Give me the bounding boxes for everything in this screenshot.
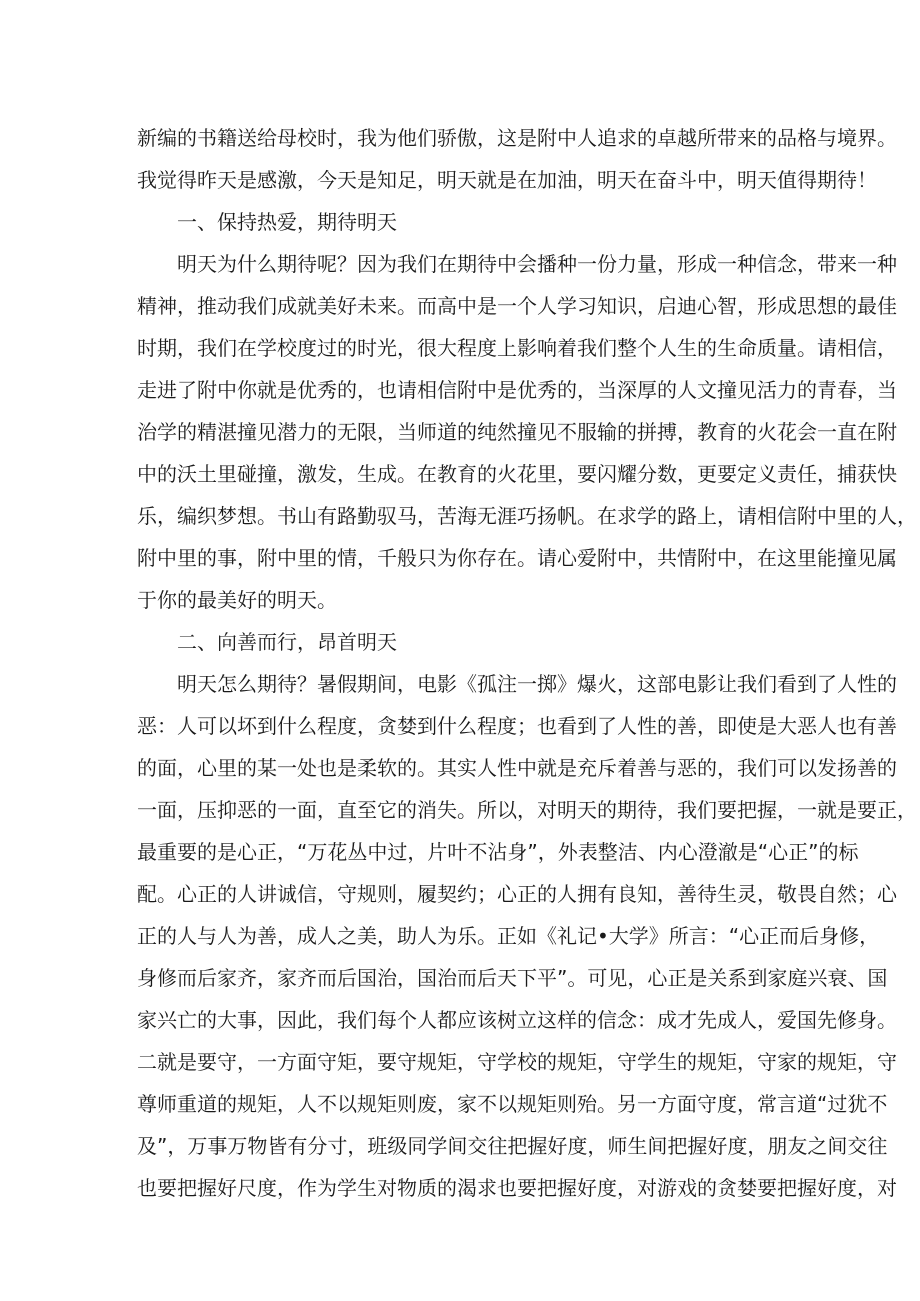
text-line: 我觉得昨天是感激，今天是知足，明天就是在加油，明天在奋斗中，明天值得期待！: [137, 168, 877, 192]
text-line: 身修而后家齐，家齐而后国治，国治而后天下平”。可见，心正是关系到家庭兴衰、国: [137, 966, 888, 990]
text-line: 恶：人可以坏到什么程度，贪婪到什么程度；也看到了人性的善，即使是大恶人也有善: [137, 714, 897, 738]
text-line: 二就是要守，一方面守矩，要守规矩，守学校的规矩，守学生的规矩，守家的规矩，守: [137, 1050, 897, 1074]
text-line: 乐，编织梦想。书山有路勤驭马，苦海无涯巧扬帆。在求学的路上，请相信附中里的人，: [137, 504, 917, 528]
text-line: 的面，心里的某一处也是柔软的。其实人性中就是充斥着善与恶的，我们可以发扬善的: [137, 756, 897, 780]
text-line: 配。心正的人讲诚信，守规则，履契约；心正的人拥有良知，善待生灵，敬畏自然；心: [137, 882, 897, 906]
text-line: 中的沃土里碰撞，激发，生成。在教育的火花里，要闪耀分数，更要定义责任，捕获快: [137, 462, 897, 486]
text-line: 治学的精湛撞见潜力的无限，当师道的纯然撞见不服输的拼搏，教育的火花会一直在附: [137, 420, 897, 444]
text-line: 新编的书籍送给母校时，我为他们骄傲，这是附中人追求的卓越所带来的品格与境界。: [137, 126, 897, 150]
text-line: 一面，压抑恶的一面，直至它的消失。所以，对明天的期待，我们要把握，一就是要正，: [137, 798, 917, 822]
text-line: 于你的最美好的明天。: [137, 588, 337, 612]
text-line: 走进了附中你就是优秀的，也请相信附中是优秀的，当深厚的人文撞见活力的青春，当: [137, 378, 897, 402]
section-heading: 一、保持热爱，期待明天: [177, 210, 397, 234]
text-line: 精神，推动我们成就美好未来。而高中是一个人学习知识，启迪心智，形成思想的最佳: [137, 294, 897, 318]
text-line: 附中里的事，附中里的情，千般只为你存在。请心爱附中，共情附中，在这里能撞见属: [137, 546, 897, 570]
text-line: 也要把握好尺度，作为学生对物质的渴求也要把握好度，对游戏的贪婪要把握好度，对: [137, 1176, 897, 1200]
text-line: 尊师重道的规矩，人不以规矩则废，家不以规矩则殆。另一方面守度，常言道“过犹不: [137, 1092, 888, 1116]
text-line: 家兴亡的大事，因此，我们每个人都应该树立这样的信念：成才先成人，爱国先修身。: [137, 1008, 897, 1032]
text-line: 及”，万事万物皆有分寸，班级同学间交往把握好度，师生间把握好度，朋友之间交往: [137, 1134, 888, 1158]
text-line: 正的人与人为善，成人之美，助人为乐。正如《礼记•大学》所言：“心正而后身修，: [137, 924, 880, 948]
section-heading: 二、向善而行，昂首明天: [177, 630, 397, 654]
text-line: 明天怎么期待？暑假期间，电影《孤注一掷》爆火，这部电影让我们看到了人性的: [177, 672, 897, 696]
text-line: 最重要的是心正，“万花丛中过，片叶不沾身”，外表整洁、内心澄澈是“心正”的标: [137, 840, 859, 864]
text-line: 时期，我们在学校度过的时光，很大程度上影响着我们整个人生的生命质量。请相信，: [137, 336, 897, 360]
text-line: 明天为什么期待呢？因为我们在期待中会播种一份力量，形成一种信念，带来一种: [177, 252, 897, 276]
